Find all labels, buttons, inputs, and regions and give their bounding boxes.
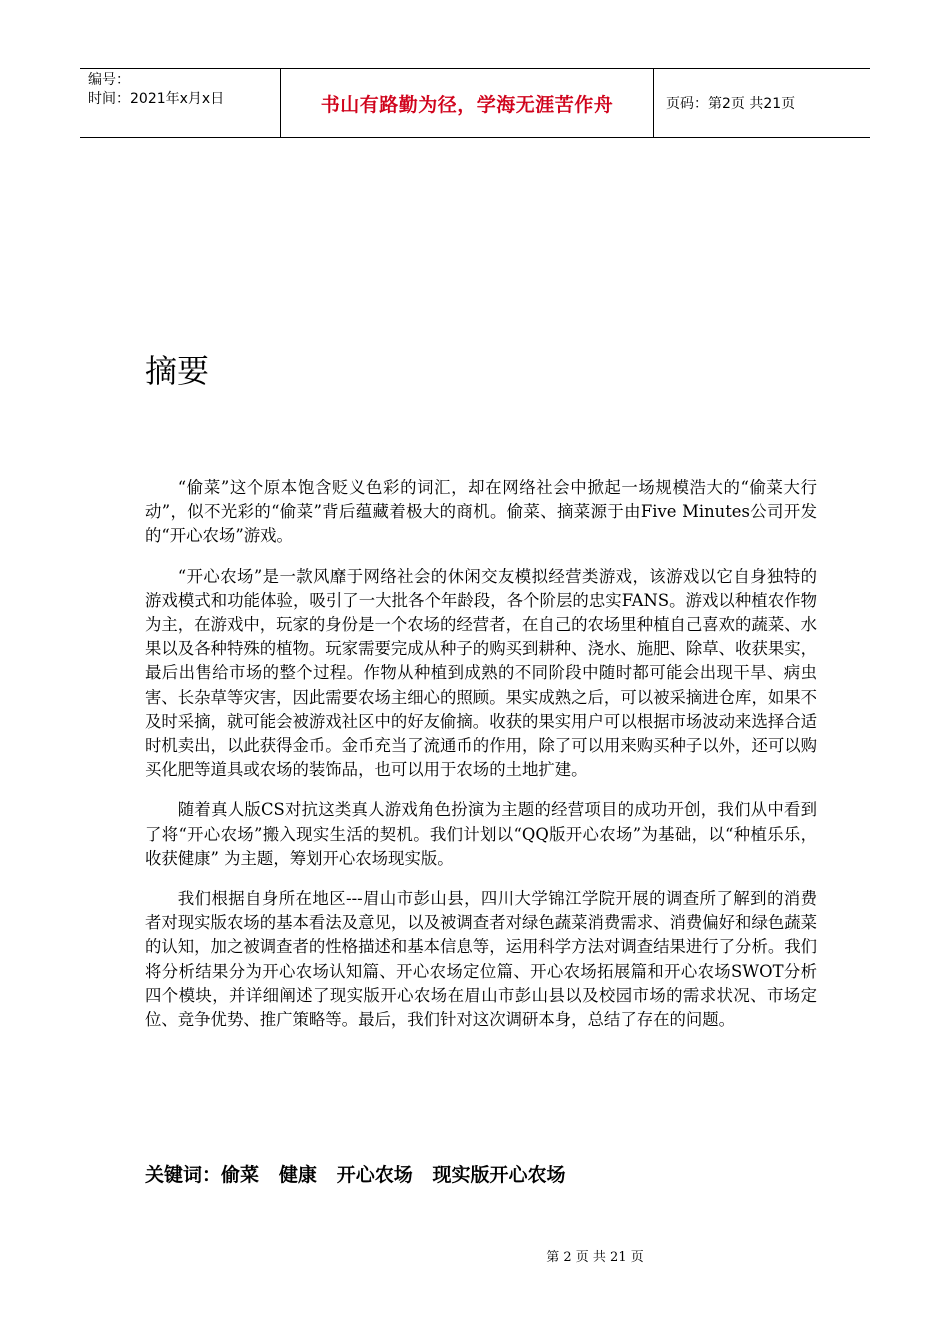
paragraph: 我们根据自身所在地区---眉山市彭山县，四川大学锦江学院开展的调查所了解到的消费者对现实版农场的基本看法及意见，以及被调查者对绿色蔬菜消费需求、消费偏好和绿色蔬菜的认知，加之被调查者的性格描述和基本信息等，运用科学方法对调查结果进行了分析。我们将分析结果分为开心农场认知篇、开心农场定位篇、开心农场拓展篇和开心农场SWOT分析四个模块，并详细阐述了现实版开心农场在眉山市彭山县以及校园市场的需求状况、市场定位、竞争优势、推广策略等。最后，我们针对这次调研本身，总结了存在的问题。 xyxy=(145,889,818,1030)
paragraph: “偷菜”这个原本饱含贬义色彩的词汇，却在网络社会中掀起一场规模浩大的“偷菜大行动”，似不光彩的“偷菜”背后蕴藏着极大的商机。偷菜、摘菜源于由Five Minutes公司开发的“开心农场”游戏。 xyxy=(145,478,817,546)
keywords-line: 关键词：偷菜 健康 开心农场 现实版开心农场 xyxy=(145,1164,566,1186)
paragraph: “开心农场”是一款风靡于网络社会的休闲交友模拟经营类游戏，该游戏以它自身独特的游戏模式和功能体验，吸引了一大批各个年龄段，各个阶层的忠实FANS。游戏以种植农作物为主，在游戏中，玩家的身份是一个农场的经营者，在自己的农场里种植自己喜欢的蔬菜、水果以及各种特殊的植物。玩家需要完成从种子的购买到耕种、浇水、施肥、除草、收获果实，最后出售给市场的整个过程。作物从种植到成熟的不同阶段中随时都可能会出现干旱、病虫害、长杂草等灾害，因此需要农场主细心的照顾。果实成熟之后，可以被采摘进仓库，如果不及时采摘，就可能会被游戏社区中的好友偷摘。收获的果实用户可以根据市场波动来选择合适时机卖出，以此获得金币。金币充当了流通币的作用，除了可以用来购买种子以外，还可以购买化肥等道具或农场的装饰品，也可以用于农场的土地扩建。 xyxy=(145,566,818,780)
page-footer: 第 2 页 共 21 页 xyxy=(546,1250,644,1265)
abstract-body xyxy=(145,476,817,1048)
header-page-info: 页码：第2页 共21页 xyxy=(666,96,796,112)
page-header xyxy=(80,68,870,138)
header-motto: 书山有路勤为径，学海无涯苦作舟 xyxy=(281,69,654,137)
document-number: 编号： xyxy=(88,72,130,88)
paragraph: 随着真人版CS对抗这类真人游戏角色扮演为主题的经营项目的成功开创，我们从中看到了将“开心农场”搬入现实生活的契机。我们计划以“QQ版开心农场”为基础，以“种植乐乐，收获健康” 为主题，筹划开心农场现实版。 xyxy=(145,800,817,868)
header-meta xyxy=(80,69,281,137)
page-title: 摘要 xyxy=(145,352,210,390)
document-date: 时间：2021年x月x日 xyxy=(88,91,225,107)
